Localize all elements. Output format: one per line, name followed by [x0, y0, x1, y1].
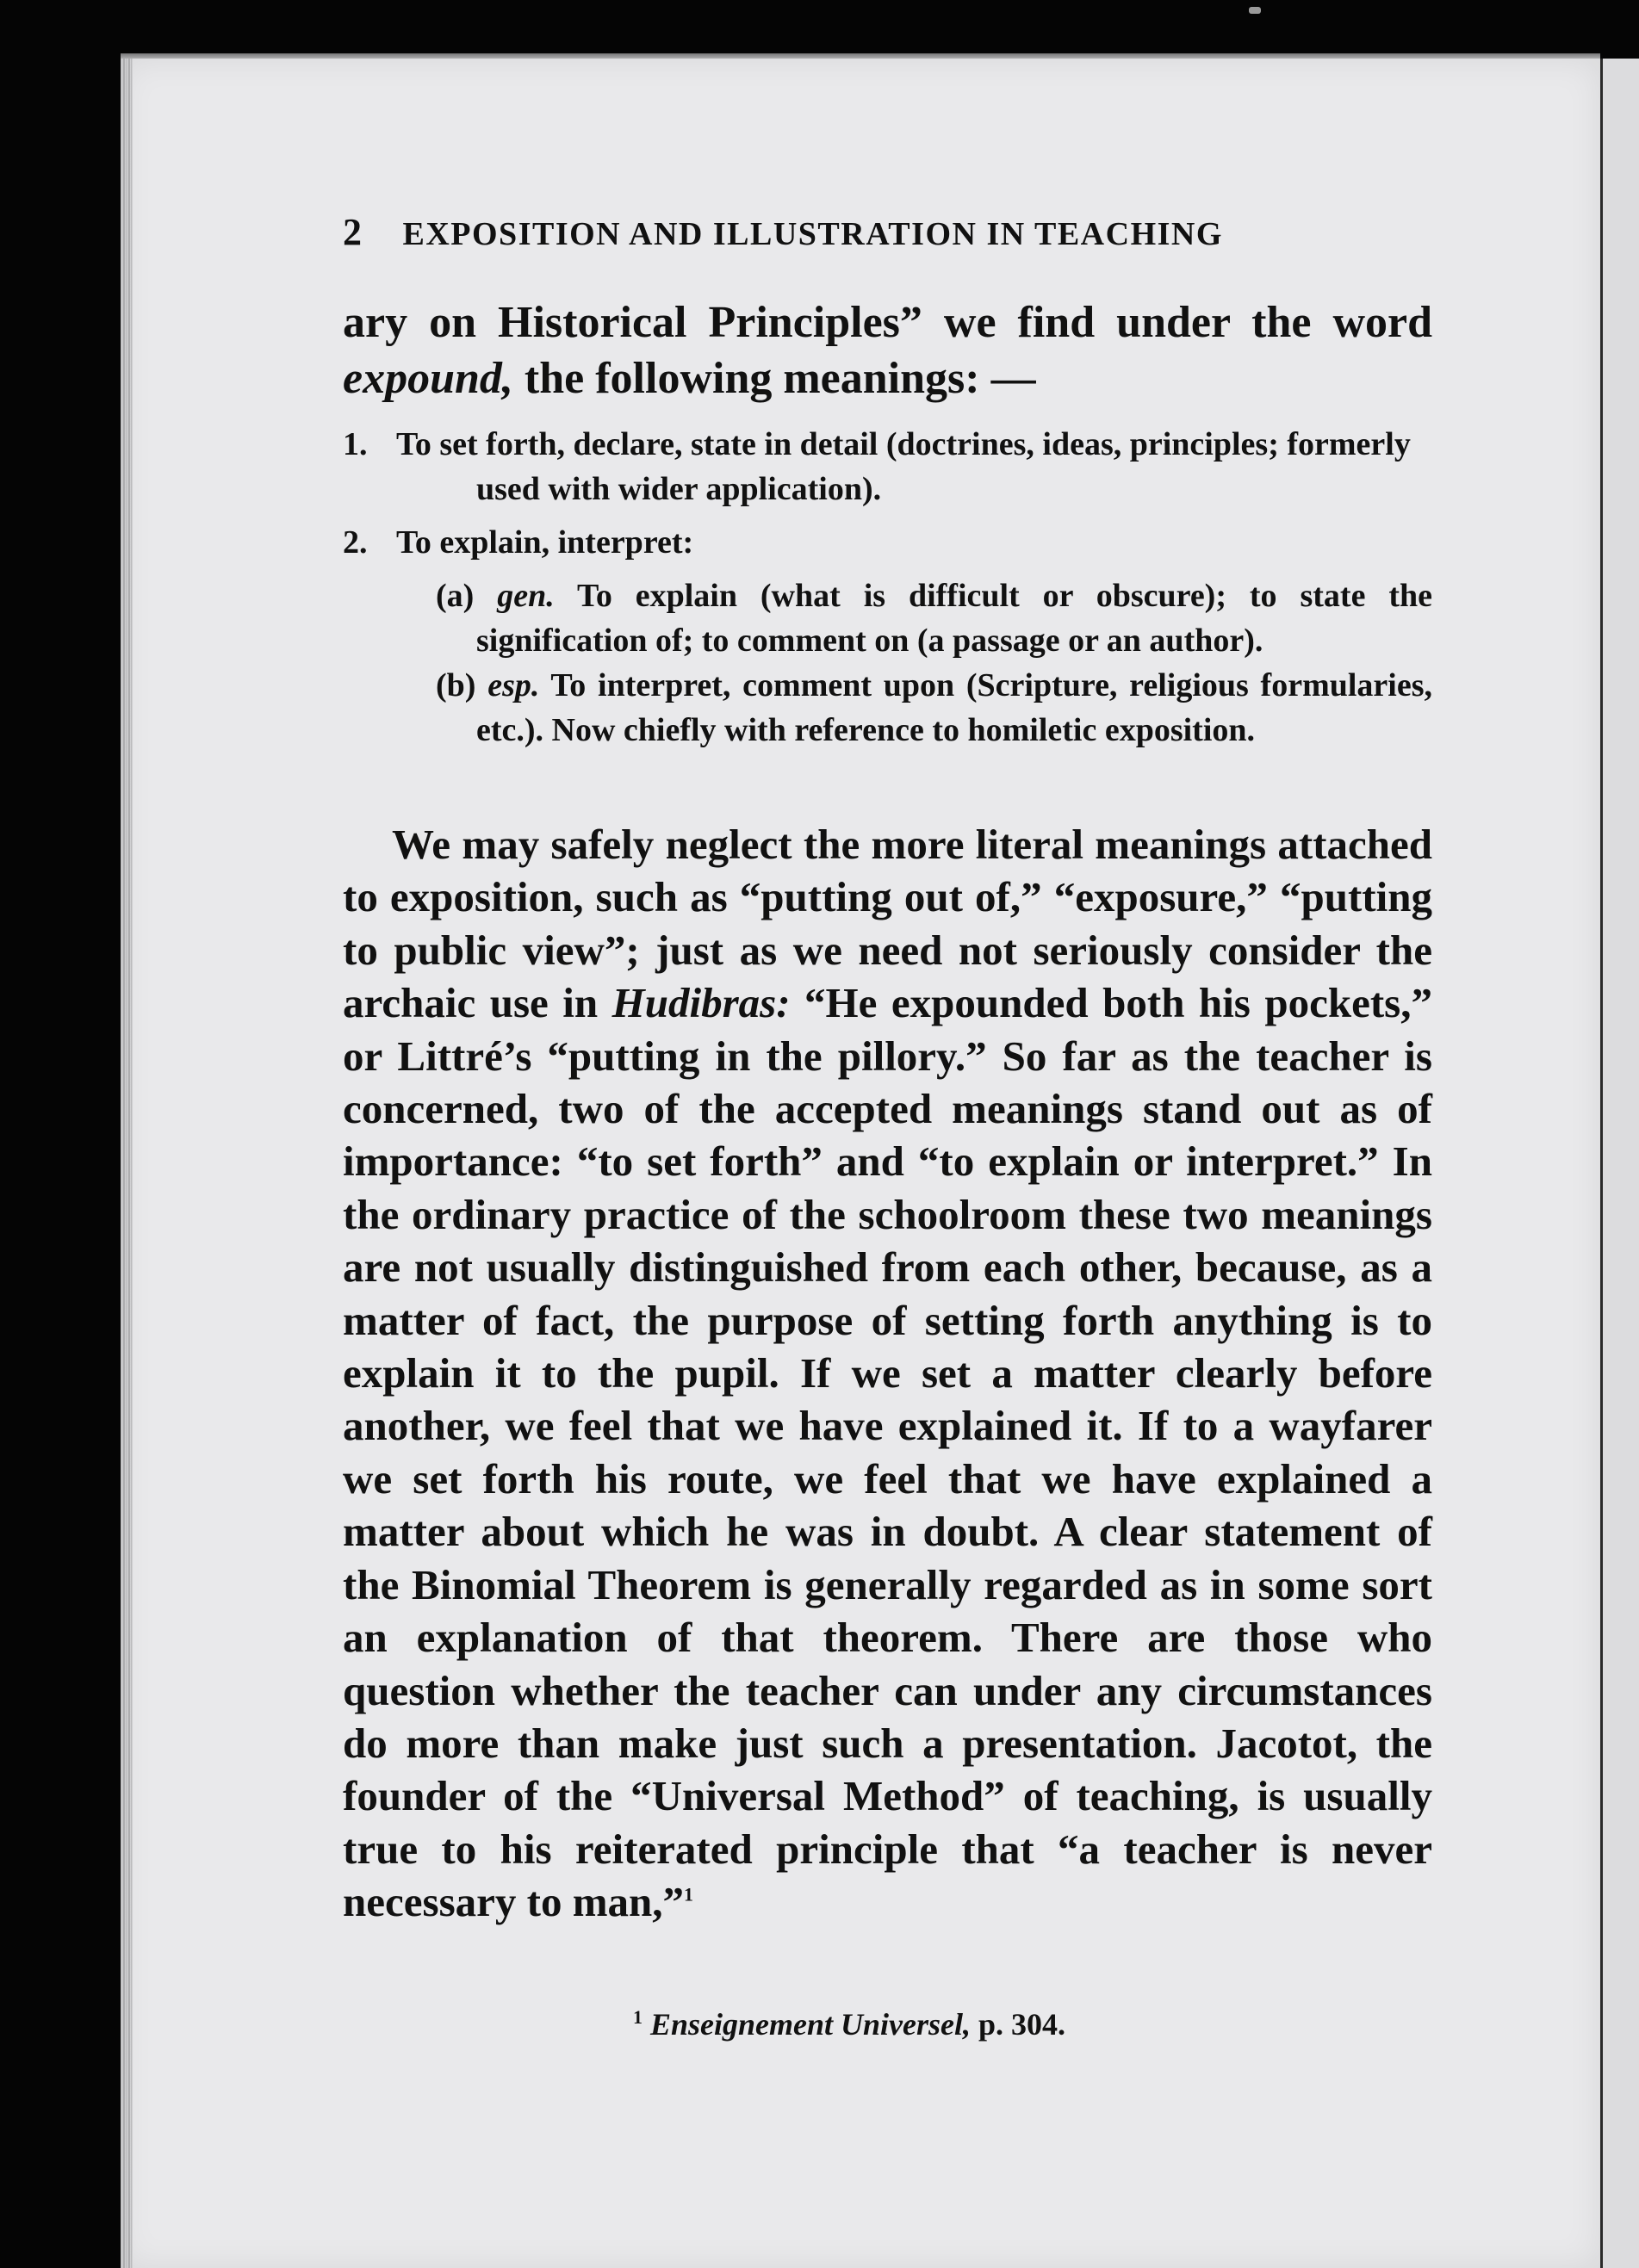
definition-item	[343, 520, 1432, 565]
running-head	[343, 210, 1349, 254]
sub-abbr: esp.	[487, 667, 540, 703]
sub-text: To interpret, comment upon (Scripture, religious formularies, etc.). Now chiefly with reference to homiletic exposition.	[476, 667, 1432, 748]
intro-text-2: the following meanings: —	[512, 354, 1036, 403]
definition-item	[343, 422, 1432, 511]
hudibras-title: Hudibras:	[612, 979, 791, 1027]
intro-paragraph	[343, 294, 1432, 406]
scan-artifact	[1249, 7, 1261, 14]
definition-number: 1.	[343, 426, 368, 462]
main-paragraph	[343, 818, 1432, 1929]
body-text-1: We may safely neglect the more literal meanings attached to exposition, such as “putting out of,” “exposure,” “putting to public view”; just as we need not seriously consider the archaic use in	[343, 821, 1432, 1027]
sub-abbr: gen.	[497, 578, 555, 614]
page-binding-edge	[121, 59, 133, 2268]
sub-definition	[343, 663, 1432, 753]
sub-label: (b)	[436, 667, 476, 703]
page-number: 2	[343, 211, 363, 253]
definition-text: To set forth, declare, state in detail (doctrines, ideas, principles; formerly used with wider application).	[396, 426, 1411, 507]
footnote-marker: 1	[633, 2006, 643, 2028]
sub-definition	[343, 573, 1432, 663]
body-text-2: “He expounded both his pockets,” or Littré’s “putting in the pillory.” So far as the teacher is concerned, two of the accepted meanings stand out as of importance: “to set forth” and “to explain or interpret.” In the ordinary practice of the schoolroom these two meanings are not usually distinguished from each other, because, as a matter of fact, the purpose of setting forth anything is to explain it to the pupil. If we set a matter clearly before another, we feel that we have explained it. If to a wayfarer we set forth his route, we feel that we have explained a matter about which he was in doubt. A clear statement of the Binomial Theorem is generally regarded as in some sort an explanation of that theorem. There are those who question whether the teacher can under any circumstances do more than make just such a presentation. Jacotot, the founder of the “Universal Method” of teaching, is usually true to his reiterated principle that “a teacher is never necessary to man,”	[343, 979, 1432, 1926]
footnote	[633, 2006, 1065, 2042]
sub-label: (a)	[436, 578, 475, 614]
running-title: EXPOSITION AND ILLUSTRATION IN TEACHING	[402, 216, 1223, 252]
definitions-list	[343, 422, 1432, 753]
footnote-title: Enseignement Universel,	[650, 2007, 972, 2042]
intro-italic-word: expound,	[343, 354, 513, 403]
footnote-reference: 1	[684, 1883, 694, 1905]
definition-number: 2.	[343, 524, 368, 561]
footnote-page: p. 304.	[971, 2007, 1066, 2042]
sub-text: To explain (what is difficult or obscure); to state the signification of; to comment on (a passage or an author).	[476, 578, 1432, 659]
next-page-edge	[1600, 59, 1639, 2268]
definition-text: To explain, interpret:	[396, 524, 694, 561]
intro-text-1: ary on Historical Principles” we find under the word	[343, 298, 1432, 347]
